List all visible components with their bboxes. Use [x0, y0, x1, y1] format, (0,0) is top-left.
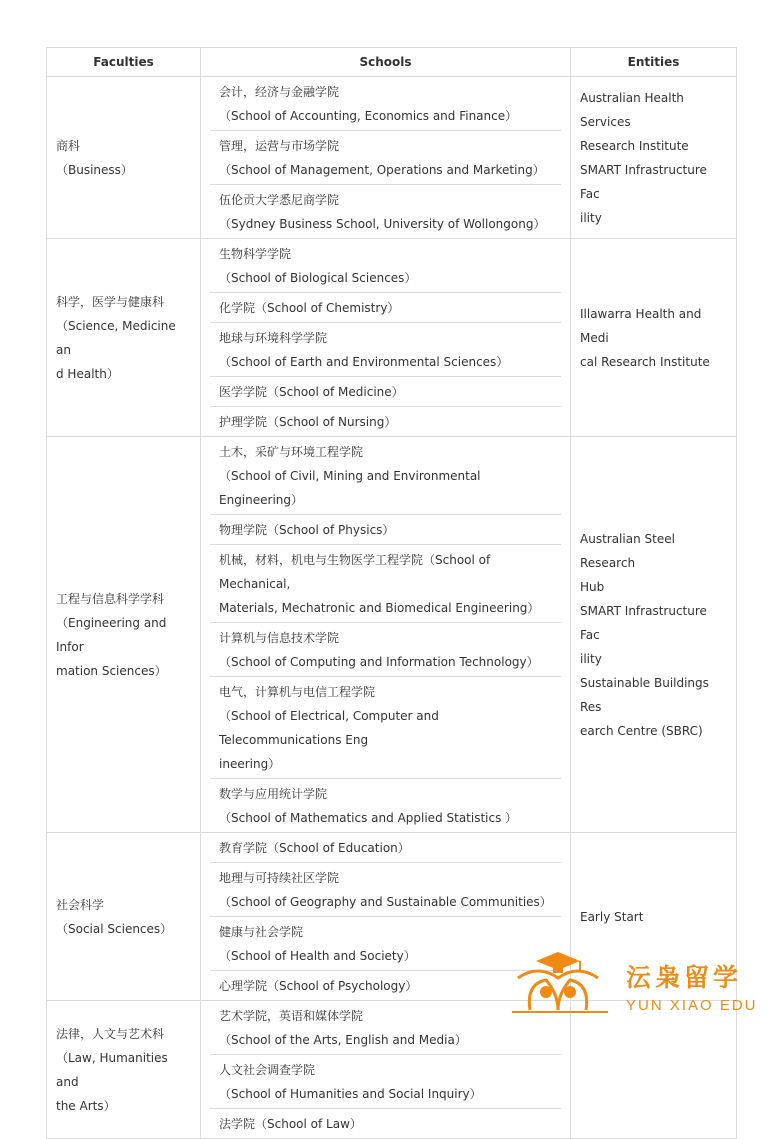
school-entry: [210, 77, 561, 131]
faculty-text: （Engineering and Infor: [56, 615, 167, 654]
entities-cell: [571, 437, 737, 833]
school-text: 伍伦贡大学悉尼商学院: [219, 193, 340, 207]
table-row: [47, 77, 737, 239]
school-text: 地理与可持续社区学院: [219, 871, 340, 885]
school-entry: [210, 377, 561, 407]
school-entry: [210, 833, 561, 863]
schools-cell: [201, 239, 571, 437]
watermark-logo: [508, 948, 768, 1018]
school-text: （School of Geography and Sustainable Communities）: [219, 895, 552, 909]
entity-text: cal Research Institute: [580, 354, 710, 369]
school-text: （School of Computing and Information Technology）: [219, 655, 539, 669]
entity-text: SMART Infrastructure Fac: [580, 603, 707, 642]
entity-text: earch Centre (SBRC): [580, 723, 703, 738]
faculty-text: 工程与信息科学学科: [56, 591, 165, 606]
school-entry: [210, 239, 561, 293]
entities-cell: [571, 77, 737, 239]
school-text: （School of Management, Operations and Marketing）: [219, 163, 545, 177]
school-entry: [210, 293, 561, 323]
school-text: 管理，运营与市场学院: [219, 139, 340, 153]
school-entry: [210, 779, 561, 832]
school-text: 土木，采矿与环境工程学院: [219, 445, 364, 459]
school-text: 机械，材料，机电与生物医学工程学院（School of Mechanical,: [219, 553, 491, 591]
faculty-cell: [47, 239, 201, 437]
school-entry: [210, 437, 561, 515]
school-text: 会计，经济与金融学院: [219, 85, 340, 99]
entity-text: Sustainable Buildings Res: [580, 675, 709, 714]
faculty-text: the Arts）: [56, 1098, 116, 1113]
school-entry: [210, 515, 561, 545]
school-text: 艺术学院，英语和媒体学院: [219, 1009, 364, 1023]
entities-cell: [571, 1001, 737, 1139]
school-text: （School of Health and Society）: [219, 949, 416, 963]
school-text: 计算机与信息技术学院: [219, 631, 340, 645]
faculty-text: 社会科学: [56, 897, 105, 912]
entity-text: ility: [580, 210, 602, 225]
faculty-text: 科学，医学与健康科: [56, 294, 165, 309]
entity-text: ility: [580, 651, 602, 666]
school-text: 物理学院（School of Physics）: [219, 523, 395, 537]
entity-text: Australian Health Services: [580, 90, 684, 129]
school-entry: [210, 407, 561, 436]
school-text: 电气，计算机与电信工程学院: [219, 685, 376, 699]
faculty-text: 商科: [56, 138, 81, 153]
school-entry: [210, 185, 561, 238]
faculty-text: d Health）: [56, 366, 119, 381]
school-text: 健康与社会学院: [219, 925, 304, 939]
watermark-chinese: 沄枭留学: [626, 963, 743, 992]
entity-text: Hub: [580, 579, 605, 594]
entity-text: Research Institute: [580, 138, 689, 153]
school-text: 化学院（School of Chemistry）: [219, 301, 400, 315]
school-text: （School of Electrical, Computer and Telecommunications Eng: [219, 709, 439, 747]
school-entry: [210, 1109, 561, 1138]
school-entry: [210, 677, 561, 779]
header-entities: Entities: [571, 48, 737, 77]
watermark-english: YUN XIAO EDU: [626, 997, 758, 1014]
school-text: 地球与环境科学学院: [219, 331, 328, 345]
school-text: 心理学院（School of Psychology）: [219, 979, 418, 993]
faculty-text: mation Sciences）: [56, 663, 167, 678]
school-text: （School of Civil, Mining and Environmental Engineering）: [219, 469, 481, 507]
school-text: 教育学院（School of Education）: [219, 841, 410, 855]
school-text: ineering）: [219, 757, 281, 771]
entities-cell: [571, 239, 737, 437]
header-row: [47, 48, 737, 77]
school-text: （School of Biological Sciences）: [219, 271, 417, 285]
faculty-text: （Social Sciences）: [56, 921, 173, 936]
school-text: 数学与应用统计学院: [219, 787, 328, 801]
header-schools: Schools: [201, 48, 571, 77]
school-entry: [210, 323, 561, 377]
entity-text: Early Start: [580, 909, 644, 924]
school-entry: [210, 863, 561, 917]
school-text: 人文社会调查学院: [219, 1063, 316, 1077]
school-text: （School of Accounting, Economics and Finance）: [219, 109, 518, 123]
entity-text: Australian Steel Research: [580, 531, 675, 570]
table-row: [47, 239, 737, 437]
faculty-cell: [47, 77, 201, 239]
table-row: [47, 1001, 737, 1139]
school-entry: [210, 131, 561, 185]
school-text: （School of Earth and Environmental Sciences）: [219, 355, 509, 369]
entity-text: SMART Infrastructure Fac: [580, 162, 707, 201]
faculty-text: （Law, Humanities and: [56, 1050, 168, 1089]
faculty-cell: [47, 1001, 201, 1139]
school-text: （School of Humanities and Social Inquiry）: [219, 1087, 482, 1101]
faculty-text: （Science, Medicine an: [56, 318, 176, 357]
faculty-cell: [47, 437, 201, 833]
school-text: 生物科学学院: [219, 247, 292, 261]
schools-cell: [201, 1001, 571, 1139]
school-text: （Sydney Business School, University of Wollongong）: [219, 217, 546, 231]
table-row: [47, 437, 737, 833]
school-text: Materials, Mechatronic and Biomedical Engineering）: [219, 601, 540, 615]
owl-logo-icon: [508, 948, 618, 1018]
school-entry: [210, 623, 561, 677]
faculty-text: 法律，人文与艺术科: [56, 1026, 165, 1041]
faculty-text: （Business）: [56, 162, 133, 177]
school-entry: [210, 545, 561, 623]
header-faculties: Faculties: [47, 48, 201, 77]
entity-text: Illawarra Health and Medi: [580, 306, 702, 345]
faculty-cell: [47, 833, 201, 1001]
school-entry: [210, 1055, 561, 1109]
schools-cell: [201, 437, 571, 833]
school-text: （School of the Arts, English and Media）: [219, 1033, 467, 1047]
school-text: 法学院（School of Law）: [219, 1117, 362, 1131]
school-text: 医学学院（School of Medicine）: [219, 385, 404, 399]
schools-cell: [201, 77, 571, 239]
school-text: 护理学院（School of Nursing）: [219, 415, 397, 429]
school-text: （School of Mathematics and Applied Statistics ）: [219, 811, 518, 825]
